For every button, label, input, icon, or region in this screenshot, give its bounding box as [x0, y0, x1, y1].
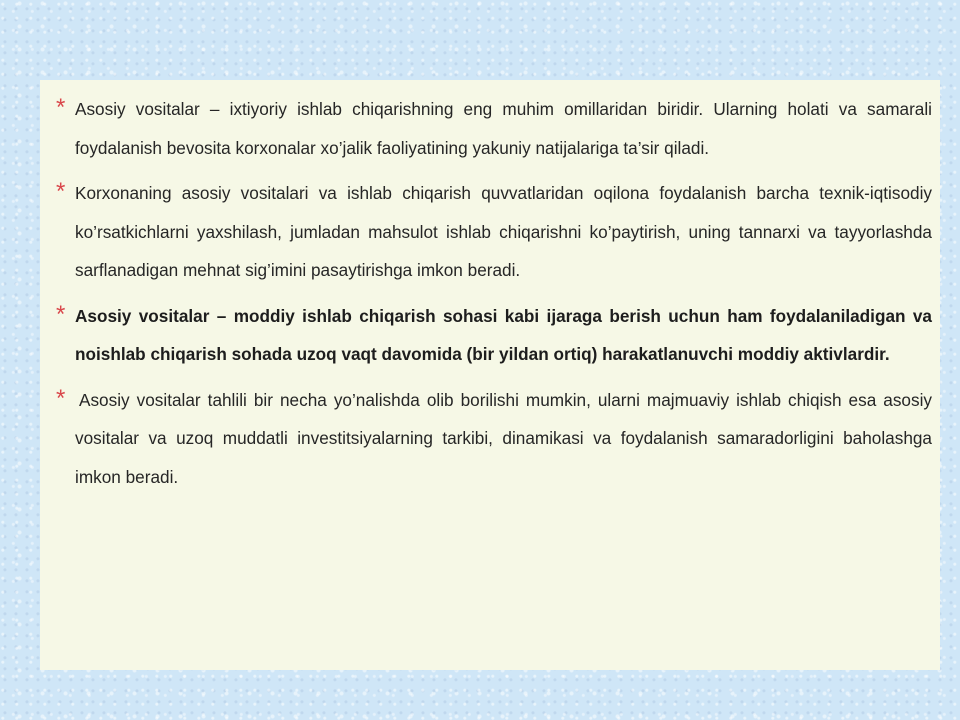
- bullet-item-3: [52, 297, 932, 374]
- bullet-item-2: [52, 174, 932, 290]
- bullet-item-4: [52, 381, 932, 497]
- bullet-text-4: Asosiy vositalar tahlili bir necha yo’nalishda olib borilishi mumkin, ularni majmuaviy ishlab chiqish esa asosiy vositalar va uzoq muddatli investitsiyalarning tarkibi, dinamikasi va foydalanish samaradorligini baholashga imkon beradi.: [75, 389, 932, 487]
- bullet-text-1: Asosiy vositalar – ixtiyoriy ishlab chiqarishning eng muhim omillaridan biridir. Ularning holati va samarali foydalanish bevosita korxonalar xo’jalik faoliyatining yakuniy natijalariga ta’sir qiladi.: [75, 99, 932, 158]
- asterisk-bullet-icon: *: [56, 300, 66, 328]
- asterisk-bullet-icon: *: [56, 178, 66, 205]
- asterisk-bullet-icon: *: [56, 94, 66, 121]
- bullet-text-3: Asosiy vositalar – moddiy ishlab chiqarish sohasi kabi ijaraga berish uchun ham foydalaniladigan va noishlab chiqarish sohada uzoq vaqt davomida (bir yildan ortiq) harakatlanuvchi moddiy aktivlardir.: [75, 305, 932, 364]
- bullet-list: [52, 90, 932, 496]
- slide-content-panel: [40, 80, 940, 670]
- asterisk-bullet-icon: *: [56, 384, 66, 412]
- bullet-item-1: [52, 90, 932, 167]
- bullet-text-2: Korxonaning asosiy vositalari va ishlab chiqarish quvvatlaridan oqilona foydalanish barcha texnik-iqtisodiy ko’rsatkichlarni yaxshilash, jumladan mahsulot ishlab chiqarishni ko’paytirish, uning tannarxi va tayyorlashda sarflanadigan mehnat sig’imini pasaytirishga imkon beradi.: [75, 183, 932, 280]
